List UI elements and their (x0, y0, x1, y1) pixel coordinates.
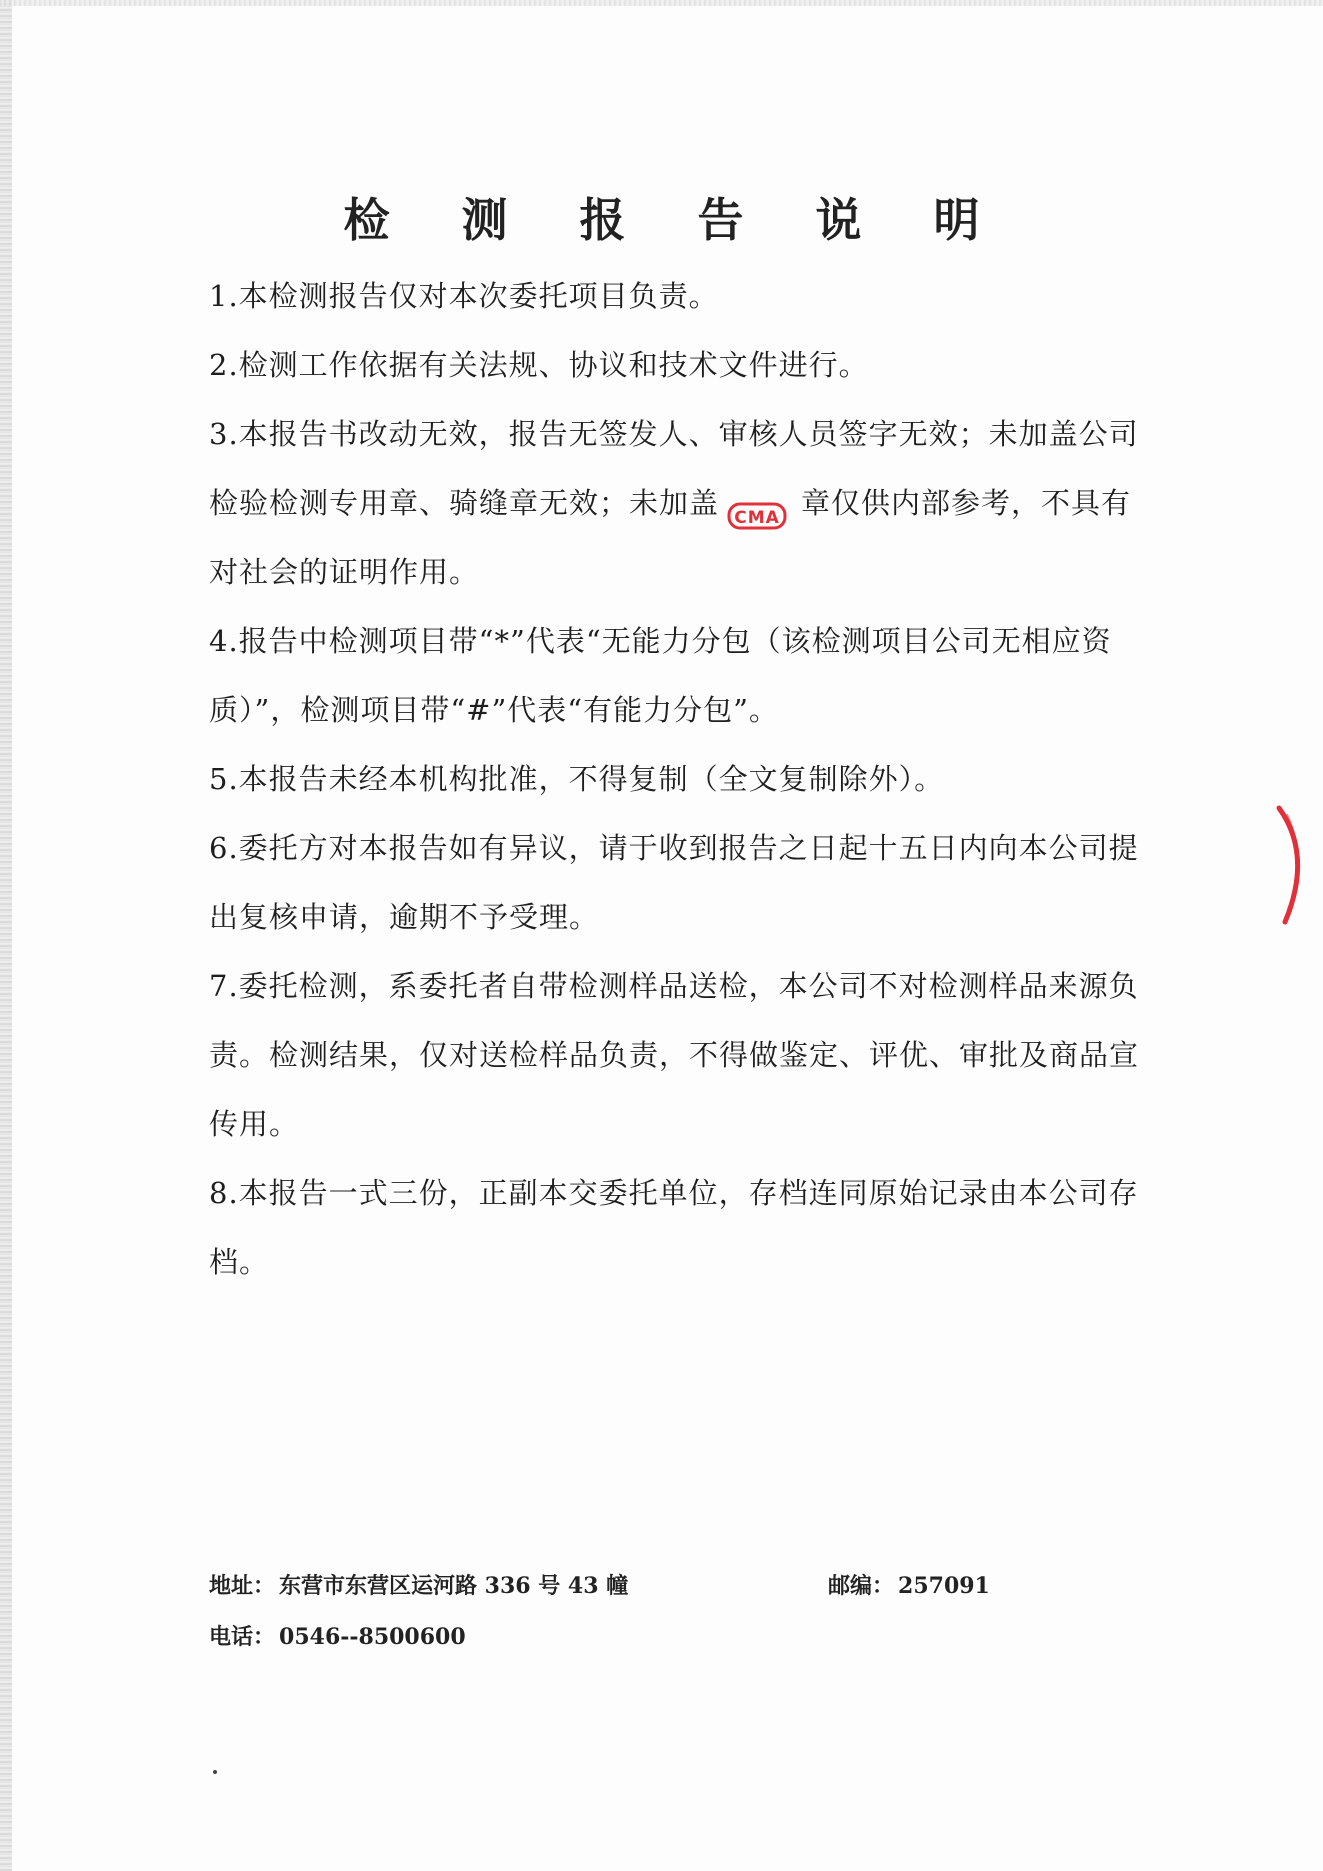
postcode-value: 257091 (898, 1573, 990, 1599)
cma-mark-text: CMA (734, 508, 780, 528)
stray-dot (213, 1770, 217, 1774)
note-4: 4.报告中检测项目带“*”代表“无能力分包（该检测项目公司无相应资质）”，检测项目带“#”代表“有能力分包”。 (209, 624, 1112, 727)
note-6: 6.委托方对本报告如有异议，请于收到报告之日起十五日内向本公司提出复核申请，逾期不予受理。 (209, 831, 1139, 934)
note-7: 7.委托检测，系委托者自带检测样品送检，本公司不对检测样品来源负责。检测结果，仅对送检样品负责，不得做鉴定、评优、审批及商品宣传用。 (209, 969, 1140, 1141)
address-value: 东营市东营区运河路 336 号 43 幢 (279, 1573, 629, 1599)
note-3 (209, 400, 1139, 607)
seal-fragment-icon (1273, 800, 1323, 930)
note-5: 5.本报告未经本机构批准，不得复制（全文复制除外）。 (209, 762, 945, 796)
note-2: 2.检测工作依据有关法规、协议和技术文件进行。 (209, 348, 869, 382)
footer-address-line (209, 1569, 628, 1600)
note-8: 8.本报告一式三份，正副本交委托单位，存档连同原始记录由本公司存档。 (209, 1176, 1139, 1279)
page-title: 检 测 报 告 说 明 (343, 193, 1008, 247)
note-3-after: 章仅供内部参考，不具有对社会的证明作用。 (209, 486, 1132, 589)
cma-mark-icon (727, 487, 787, 528)
note-1: 1.本检测报告仅对本次委托项目负责。 (209, 279, 719, 313)
footer-phone-line (209, 1620, 466, 1651)
footer-postcode-line (828, 1569, 990, 1600)
address-label: 地址： (209, 1573, 276, 1599)
scan-edge-left (0, 0, 12, 1871)
phone-label: 电话： (209, 1624, 276, 1650)
notes-list (209, 262, 1139, 1297)
scan-edge-top (0, 0, 1323, 6)
postcode-label: 邮编： (828, 1573, 895, 1599)
note-3-before: 3.本报告书改动无效，报告无签发人、审核人员签字无效；未加盖公司检验检测专用章、骑缝章无效；未加盖 (209, 417, 1139, 520)
phone-value: 0546--8500600 (279, 1624, 466, 1650)
